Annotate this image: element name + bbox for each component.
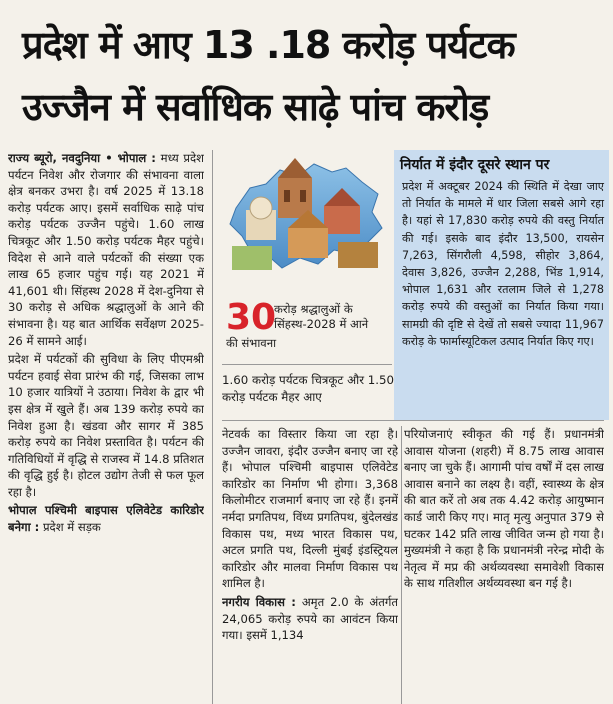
- callout-text-2: की संभावना: [226, 336, 277, 350]
- headline-line-2: उज्जैन में सर्वाधिक साढ़े पांच करोड़: [22, 85, 489, 129]
- paragraph-1-text: मध्य प्रदेश पर्यटन निवेश और रोजगार की संभावना वाला क्षेत्र बनकर उभरा है। वर्ष 2025 में 13.18 करोड़ पर्यटक आए। इसमें सर्वाधिक साढ़े पांच करोड़ पर्यटक उज्जैन पहुंचे। 1.60 लाख चित्रकूट और 1.50 करोड़ पर्यटक मैहर पहुंचे। विदेश से आने वाले पर्यटकों की संख्या एक लाख 65 हजार पहुंच गई। यह 2021 में 41,601 थी। सिंहस्थ 2028 में देश-दुनिया से 30 करोड़ से अधिक श्रद्धालुओं के आने की संभावना है। यह बात आर्थिक सर्वेक्षण 2025-26 में सामने आई।: [8, 151, 204, 348]
- callout-number: 30: [226, 297, 277, 338]
- column-divider: [212, 150, 213, 704]
- madhya-pradesh-map-icon: [222, 150, 390, 290]
- paragraph-col2-2-text: अमृत 2.0 के अंतर्गत 24,065 करोड़ रुपये का आवंटन किया गया। इसमें 1,134: [222, 594, 398, 643]
- headline: [0, 0, 613, 150]
- byline: राज्य ब्यूरो, नवदुनिया • भोपाल :: [8, 151, 156, 165]
- paragraph-col2-2: [222, 594, 398, 644]
- callout-text-1: करोड़ श्रद्धालुओं के सिंहस्थ-2028 में आने: [274, 302, 369, 331]
- paragraph-2: प्रदेश में पर्यटकों की सुविधा के लिए पीएमश्री पर्यटन हवाई सेवा प्रारंभ की गई, जिसका लाभ 10 हजार यात्रियों ने उठाया। निवेश के द्वार भी इस क्षेत्र में खुले हैं। अब 139 करोड़ रुपये का निवेश हुआ है। खंडवा और सागर में 385 करोड़ रुपये का निवेश प्रस्तावित है। पर्यटन की गतिविधियों में वृद्धि से राजस्व में 14.8 प्रतिशत की वृद्धि हुई है। होटल उद्योग तेजी से फल फूल रहा है।: [8, 352, 204, 499]
- export-box: [394, 150, 609, 420]
- map-illustration: [222, 150, 390, 290]
- article-column-1: [8, 150, 204, 702]
- article-column-3: [404, 426, 604, 702]
- column-divider-2: [401, 426, 402, 704]
- callout-30-crore: [222, 296, 398, 358]
- callout-divider-top: [222, 364, 392, 365]
- paragraph-3: [8, 502, 204, 535]
- paragraph-col3-1: परियोजनाएं स्वीकृत की गई हैं। प्रधानमंत्री आवास योजना (शहरी) में 8.75 लाख आवास बनाए जा चुके हैं। आगामी पांच वर्षों में दस लाख आवास बनाने का लक्ष्य है। वहीं, स्वास्थ्य के क्षेत्र की बात करें तो अब तक 4.42 करोड़ आयुष्मान कार्ड जारी किए गए। मातृ मृत्यु अनुपात 379 से घटकर 142 प्रति लाख जीवित जन्म हो गया है। मुख्यमंत्री ने कहा है कि प्रधानमंत्री नरेन्द्र मोदी के नेतृत्व में मप्र की अर्थव्यवस्था समावेशी विकास के साथ गतिशील अर्थव्यवस्था बन गई है।: [404, 427, 604, 591]
- subhead-urban: नगरीय विकास :: [222, 594, 296, 609]
- paragraph-intro: [8, 150, 204, 349]
- subhead-bypass: भोपाल पश्चिमी बाइपास एलिवेटेड कारिडोर बनेगा :: [8, 503, 204, 535]
- headline-line-1: प्रदेश में आए 13 .18 करोड़ पर्यटक: [22, 23, 515, 67]
- paragraph-col2-1: नेटवर्क का विस्तार किया जा रहा है। उज्जैन जावरा, इंदौर उज्जैन बनाए जा रहे हैं। भोपाल पश्चिमी बाइपास एलिवेटेड कारिडोर का निर्माण भी होगा। 3,368 किलोमीटर राजमार्ग बनाए जा रहे हैं। इनमें नर्मदा प्रगतिपथ, विंध्य प्रगतिपथ, बुंदेलखंड विकास पथ, मध्य भारत विकास पथ, अटल प्रगति पथ, दिल्ली मुंबई इंडस्ट्रियल कारिडोर और मालवा निर्माण विकास पथ शामिल है।: [222, 427, 398, 591]
- export-box-body: प्रदेश में अक्टूबर 2024 की स्थिति में देखा जाए तो निर्यात के मामले में धार जिला सबसे आगे रहा है। यहां से 17,830 करोड़ रुपये की वस्तु निर्यात की गई। इसके बाद इंदौर 13,500, रायसेन 7,263, सिंगरौली 4,598, सीहोर 3,864, देवास 3,826, उज्जैन 2,288, भिंड 1,914, भोपाल 1,631 और रतलाम जिले से 1,278 करोड़ रुपये की वस्तुओं का निर्यात किया गया। सामग्री की दृष्टि से देखें तो सबसे ज्यादा 11,967 करोड़ के फार्मास्यूटिकल उत्पाद निर्यात किए गए।: [402, 180, 604, 348]
- callout-divider-bottom: [222, 420, 604, 421]
- export-box-title: निर्यात में इंदौर दूसरे स्थान पर: [400, 157, 550, 173]
- callout-chitrakoot-maihar: 1.60 करोड़ पर्यटक चित्रकूट और 1.50 करोड़ पर्यटक मैहर आए: [222, 373, 395, 404]
- article-column-2: [222, 426, 398, 702]
- paragraph-3-text: प्रदेश में सड़क: [42, 520, 101, 535]
